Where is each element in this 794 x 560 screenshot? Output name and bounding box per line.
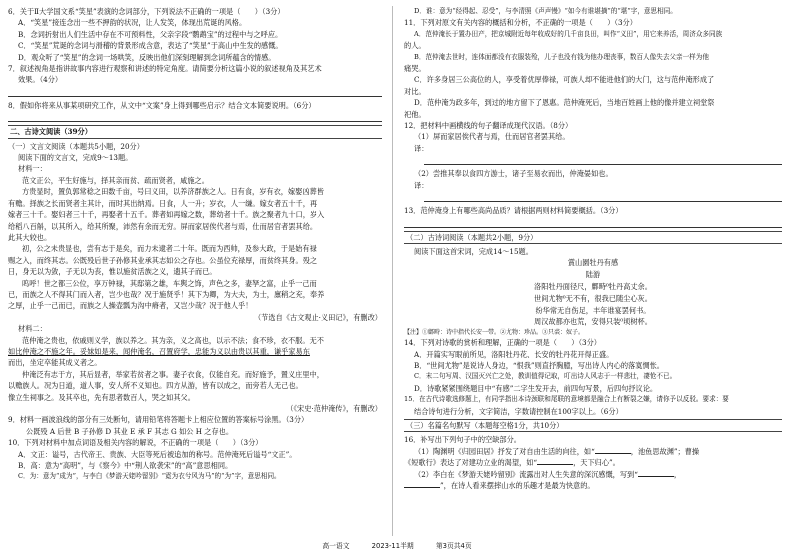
- question-7: 7．叙述视角是指讲故事内容进行观察和讲述的特定角度。请简要分析这篇小说的叙述视角及其艺术: [8, 64, 322, 74]
- section-2-heading: 二、古诗文阅读（39分）: [8, 125, 382, 138]
- footer-page: 第3页共4页: [435, 542, 472, 550]
- column-divider: [392, 6, 393, 536]
- material-1-line: 嫁者三十千。娶妇者三十千，再娶者十五千。葬者如再嫁之数，葬幼者十千。族之聚者九十口，岁入: [8, 210, 325, 220]
- q11-option-a-cont: 的人。: [404, 41, 426, 51]
- material-2-line: 像立生祠事之。及其卒也，先有思者数百人，哭之如其父。: [8, 392, 195, 402]
- question-7-cont: 效果。（4分）: [18, 75, 63, 85]
- question-15: 15．在古代诗歌选修题上，有同学指出本诗颈联和尾联的意境都是融合上有断裂之嫌，请你予以反驳。要求：要: [404, 395, 729, 404]
- poem-note: 【注】①鄜畤：诗中指代长安一带。②尤物：珍品。③只裘：奴子。: [404, 329, 585, 337]
- q16-1-text-b: ，池鱼思故渊”；曹操: [630, 446, 700, 456]
- q16-1-text-a: （1）陶渊明《归园田居》抒发了对自由生活的向往，如“: [414, 446, 595, 456]
- q16-1-text-c: 《短歌行》表达了对建功立业的渴望，如“: [404, 458, 538, 468]
- q14-option-c: C．末二句写周、汉国灭兴亡之处，教训值得记取，叮出诗人风志于一样悲壮，凄怆不已。: [414, 372, 677, 381]
- q6-option-b: B．念词折射出人们生活中存在不可预料性，父亲字段“鹦鹉宝”的过程中与之呼应。: [18, 29, 283, 39]
- left-column: [8, 6, 382, 483]
- q16-1-text-d: ，天下归心”。: [573, 458, 620, 468]
- question-10: 10．下列对材料中加点词语及相关内容的解说，不正确的一项是（ ）（3分）: [8, 438, 263, 448]
- poem-line: 洛阳牡丹面径尺，鄜畤⁰牡丹高丈余。: [534, 281, 652, 291]
- q16-item-2-cont: [404, 480, 782, 491]
- poetry-section-heading: （二）古诗词阅读（本题共2小题，9分）: [404, 231, 782, 244]
- question-13: 13．范仲淹身上有哪些高尚品质？请根据两则材料简要概括。（3分）: [404, 206, 623, 216]
- poem-title: 賞山園牡丹有感: [567, 258, 619, 268]
- q12-sentence-1: （1）屏而家居俟代者与焉，仕而居官者罢其给。: [414, 132, 570, 142]
- question-14: 14．下列对诗歌的赏析和理解，正确的一项是（ ）（3分）: [404, 338, 601, 348]
- q16-2-text-c: ”，在诗人看来摆摔山水的乐趣才是最为快意的。: [440, 480, 595, 490]
- q10-option-a: A．文正：谥号，古代帝王、贵族、大臣等死后被追加的称号。范仲淹死后谥号“文正”。: [18, 449, 297, 459]
- poem-line: 世间尤物⁰无不有，很我已随尘心灰。: [534, 293, 652, 303]
- fill-blank[interactable]: [537, 457, 573, 465]
- question-6: 6．关于Ⅱ大学国文系“笑星”表演的念词部分，下列说法不正确的一项是（ ）（3分）: [8, 7, 285, 16]
- q11-option-b: B．范仲淹去世时，连体面都没有衣服装殓，儿子也没有钱为他办理丧事，数百人像失去父亲一样为他: [414, 52, 709, 61]
- q11-option-c-cont: 对比。: [404, 86, 426, 96]
- question-8: 8．假如你将来从事某项研究工作，从文中“文案”身上得到哪些启示？结合文本简要说明。（6分）: [8, 100, 316, 110]
- material-1-line: 范文正公，平生好施与，择其亲而贫、疏而贤者，咸施之。: [22, 175, 209, 185]
- q11-option-b-cont: 痛哭。: [404, 64, 426, 74]
- material-1-line: 呜呼！世之都三公位，享万钟禄，其邸第之雄，车舆之饰，声色之多，妻孥之富，止乎一己而: [22, 278, 317, 288]
- recitation-section-heading: （三）名篇名句默写（本题每空格1分，共10分）: [404, 419, 782, 432]
- q11-option-d-cont: 祀他。: [404, 109, 426, 119]
- page-footer: [0, 540, 794, 550]
- material-1-line: 已，而族之人不得其门而入者，岂少也哉？况于施贤乎！其下为卿，为大夫，为士，廪稍之充，奉养: [8, 289, 325, 299]
- poem-line: 纷华常无自伤足，丰年谁宴罢何书。: [535, 305, 651, 315]
- poem-author: 陆游: [585, 270, 601, 280]
- material-1-line: 方贵显时，置负郭常稔之田数千亩，号曰义田，以养济群族之人。日有食，岁有衣，嫁娶凶葬皆: [22, 187, 324, 197]
- q14-option-d: D．诗歌紧紧围绕题目中“有感”二字生发开去，前四句写景，后四句抒议论。: [414, 383, 658, 393]
- fill-blank[interactable]: [638, 469, 674, 477]
- q14-option-a: A．开篇实写眼前所见，洛阳牡丹花、长安的牡丹花开得正盛。: [414, 349, 614, 359]
- fill-blank[interactable]: [404, 480, 440, 488]
- q11-option-d: D．范仲淹为政多年，到过的地方留下了恩惠。范仲淹死后，当地百姓画上他的像并建立祠堂祭: [414, 98, 715, 108]
- answer-line: [404, 218, 782, 228]
- answer-line: [424, 192, 782, 202]
- material-1-line: 之厚，止乎一己而已，而族之人操壶瓢为沟中瘠者，又岂少哉？况于他人乎！: [8, 301, 253, 311]
- q6-option-a: A．“笑星”接连念出一些不押韵的状况，让人发笑，体现出荒诞的风格。: [18, 18, 247, 28]
- material-2-line: 仲淹泛有志于方，其后显者，举家若贫者之事。妻子衣食，仅能自充。而好施予，置义庄里中，: [22, 369, 324, 379]
- q16-2-text-b: ，: [673, 469, 682, 479]
- fill-blank[interactable]: [595, 446, 631, 454]
- material-2-source: （《宋史·范仲淹传》，有删改）: [286, 404, 382, 413]
- subsection-classical-prose: （一）文言文阅读（本题共5小题，20分）: [8, 141, 144, 151]
- material-1-line: 日，身无以为敛，子无以为丧，惟以施贫活族之义，遗其子而已。: [8, 267, 217, 277]
- material-2-line: 以赡族人。况为日道，道人事，安人所不义知也。四方从游，皆有以成之，而旁若人无己也。: [8, 381, 303, 391]
- material-1-source: （节选自《古文观止·义田记》，有删改）: [253, 312, 382, 322]
- question-9: 9．材料一画波浪线的部分有三处断句，请用铅笔将答题卡上相应位置的答案标号涂黑。（3分）: [8, 415, 309, 425]
- q16-item-1-cont: [404, 457, 782, 468]
- material-2-line: 而出，坐定卒能其成义者之。: [8, 358, 102, 368]
- q10-option-b: B．高：意为“高明”，与《察今》中“荆人欲袭宋”的“高”意思相同。: [18, 461, 233, 471]
- q16-2-text-a: （2）李白在《梦游天姥吟留别》流露出对人生失意的深沉感慨，写到“: [414, 469, 638, 479]
- q11-option-a: A．范仲淹长于置办田产，把京城附近每年收成好的几千亩良田，叫作“义田”，用它来养活，周济众多同族: [414, 29, 723, 38]
- question-16: 16．补写出下列句子中的空缺部分。: [404, 435, 521, 445]
- question-12: 12．把材料中画横线的句子翻译成现代汉语。（8分）: [404, 121, 573, 131]
- material-1-line: 此其大较也。: [8, 232, 52, 242]
- q10-option-d: D．谁：意为“经得起、忍受”，与李清照《声声慢》“如今有谁堪摘”的“堪”字，意思相同。: [414, 7, 677, 15]
- material-1-line: 给稻八百斛，以其所入，给其所聚，沛然有余而无穷。屏而家居俟代者与焉，仕而居官者罢其给。: [8, 221, 318, 231]
- poem-line: 周汉故都亦也荒，安得只装⁰顷树杯。: [534, 317, 652, 327]
- material-1-line: 有赡。择族之长而贤者主其计，而时其出纳焉。日食，人一升；岁衣，人一缣。嫁女者五十千，再: [8, 198, 318, 208]
- q10-option-c: C．为：意为“成为”，与李白《梦游天姥吟留别》“霓为衣兮风为马”的“为”字，意思相同。: [18, 472, 281, 481]
- footer-term: 2023-11半期: [371, 542, 414, 550]
- translation-label: 译：: [414, 180, 429, 190]
- material-2-label: 材料二：: [18, 324, 47, 334]
- q11-option-c: C．许多身居三公高位的人，享受着优厚俸禄，可族人却不能进他们的大门，这与范仲淹形成了: [414, 75, 715, 85]
- q6-option-c: C．“笑星”荒诞的念词与滑稽的背景形成含意，表达了“笑星”于高山中生发的感慨。: [18, 41, 283, 51]
- q16-item-1: [404, 446, 782, 457]
- right-column: [404, 6, 782, 491]
- q12-sentence-2: （2）尝推其奉以食四方游士，诸子至易衣而出，仲淹晏如也。: [414, 169, 613, 179]
- subsection-instruction: 阅读下面的文言文，完成9～13题。: [18, 153, 133, 163]
- question-11: 11．下列对原文有关内容的概括和分析，不正确的一项是（ ）（3分）: [404, 18, 637, 28]
- q6-option-d: D．观众听了“笑星”的念词一场哄笑，反映出他们深刻理解到念词所蕴含的情感。: [18, 52, 276, 62]
- material-2-line-underlined: 如比仲淹之不施之年。妥妹如是来，闻仲淹名，召置府学，忠能为义以由贵以其重，谦乎家易东: [8, 346, 310, 356]
- material-2-line: 范仲淹之贵也，依戚则义学，族以养之。其为亲，义之高也，以示不法；食不珍，衣不服。无不: [22, 335, 324, 345]
- question-9-options: 公既殁 A 后世 B 子孙修 D 其业 E 承 F 其志 G 如公 H 之存也。: [26, 426, 234, 436]
- footer-subject: 高一语文: [322, 542, 350, 550]
- answer-line: [8, 87, 382, 97]
- answer-line: [8, 112, 382, 122]
- material-1-label: 材料一：: [18, 164, 47, 174]
- material-1-line: 初，公之未贵显也，尝有志于是矣，而力未逮者二十年。既而为西帅，及参大政，于是始有禄: [22, 244, 317, 254]
- poetry-instruction: 阅读下面这首宋词，完成14～15题。: [414, 246, 533, 256]
- q16-item-2: [404, 469, 782, 480]
- material-1-line-wavy: 赐之入，而终其志。公既殁后世子孙修其业承其志如公之存也。公虽位充禄厚，而贫终其身。殁之: [8, 255, 318, 265]
- translation-label: 译：: [414, 143, 429, 153]
- question-15-cont: 结合诗句进行分析，文字简洁，字数请控制在100字以上。（6分）: [414, 406, 623, 416]
- answer-line: [424, 155, 782, 165]
- q14-option-b: B．“世间尤物”是说诗人身边，“恨我”则直抒胸臆，写出诗人内心的落寞惆怅。: [414, 360, 664, 370]
